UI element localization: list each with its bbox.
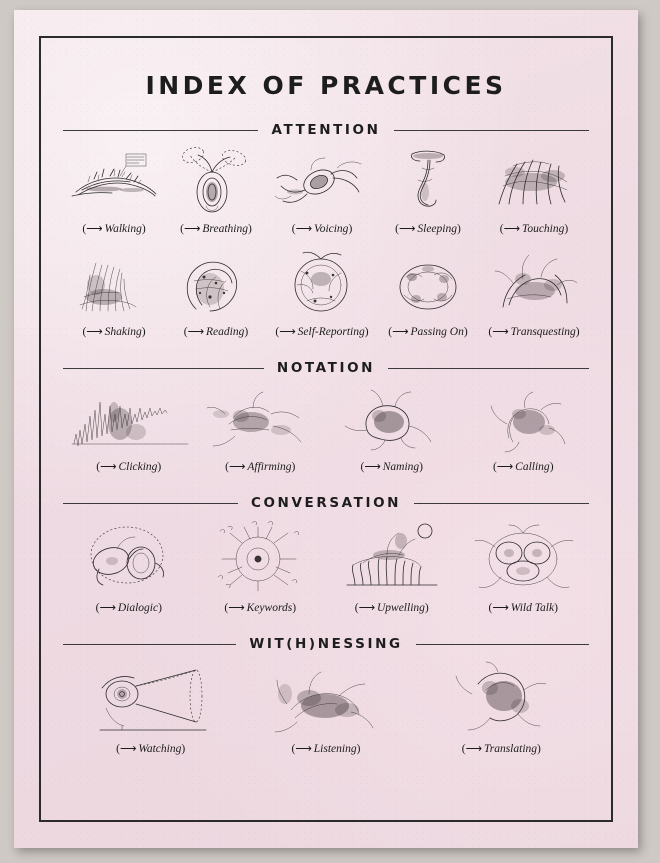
affirming-sketch <box>195 384 327 456</box>
practice-item-naming[interactable] <box>326 384 458 473</box>
upwelling-sketch <box>326 519 458 597</box>
practice-row <box>63 519 589 614</box>
rule-right <box>394 130 589 131</box>
practice-item-translating[interactable] <box>414 660 589 755</box>
section-header-notation <box>63 360 589 376</box>
practice-item-watching[interactable] <box>63 660 238 755</box>
practice-item-dialogic[interactable] <box>63 519 195 614</box>
practice-caption: (⟶ Wild Talk) <box>488 602 558 614</box>
practice-row <box>63 249 589 338</box>
page-title: INDEX OF PRACTICES <box>145 71 507 100</box>
practice-caption: (⟶ Translating) <box>461 743 541 755</box>
shaking-sketch <box>63 249 165 321</box>
walking-sketch <box>63 146 165 218</box>
practice-row <box>63 384 589 473</box>
section-header-attention <box>63 122 589 138</box>
practice-item-breathing[interactable] <box>165 146 267 235</box>
watching-sketch <box>63 660 238 738</box>
practice-item-self-reporting[interactable] <box>267 249 377 338</box>
section-title: WIT(H)NESSING <box>249 636 403 652</box>
practice-caption: (⟶ Naming) <box>360 461 423 473</box>
practice-caption: (⟶ Affirming) <box>225 461 296 473</box>
rule-right <box>416 644 589 645</box>
practice-item-wild-talk[interactable] <box>458 519 590 614</box>
section-header-witnessing <box>63 636 589 652</box>
practice-caption: (⟶ Transquesting) <box>488 326 580 338</box>
wild-talk-sketch <box>458 519 590 597</box>
practice-row <box>63 146 589 235</box>
practice-caption: (⟶ Touching) <box>499 223 569 235</box>
transquesting-sketch <box>479 249 589 321</box>
practice-row <box>63 660 589 755</box>
touching-sketch <box>479 146 589 218</box>
voicing-sketch <box>267 146 377 218</box>
practice-caption: (⟶ Clicking) <box>96 461 162 473</box>
practice-item-listening[interactable] <box>238 660 413 755</box>
practice-item-voicing[interactable] <box>267 146 377 235</box>
poster-border-frame <box>39 36 613 822</box>
section-title: CONVERSATION <box>250 495 402 511</box>
practice-caption: (⟶ Upwelling) <box>354 602 429 614</box>
practice-caption: (⟶ Sleeping) <box>395 223 461 235</box>
practice-caption: (⟶ Watching) <box>116 743 186 755</box>
practice-item-clicking[interactable] <box>63 384 195 473</box>
reading-sketch <box>165 249 267 321</box>
self-reporting-sketch <box>267 249 377 321</box>
practice-caption: (⟶ Self-Reporting) <box>275 326 369 338</box>
practice-caption: (⟶ Breathing) <box>180 223 252 235</box>
naming-sketch <box>326 384 458 456</box>
practice-item-shaking[interactable] <box>63 249 165 338</box>
practice-caption: (⟶ Keywords) <box>224 602 297 614</box>
section-title: ATTENTION <box>271 122 381 138</box>
practice-caption: (⟶ Walking) <box>82 223 146 235</box>
listening-sketch <box>238 660 413 738</box>
translating-sketch <box>414 660 589 738</box>
practice-item-reading[interactable] <box>165 249 267 338</box>
practice-item-upwelling[interactable] <box>326 519 458 614</box>
dialogic-sketch <box>63 519 195 597</box>
breathing-sketch <box>165 146 267 218</box>
rule-left <box>63 368 264 369</box>
rule-right <box>414 503 589 504</box>
practice-caption: (⟶ Dialogic) <box>95 602 162 614</box>
practice-caption: (⟶ Listening) <box>291 743 361 755</box>
sleeping-sketch <box>377 146 479 218</box>
rule-left <box>63 503 238 504</box>
practice-caption: (⟶ Calling) <box>492 461 554 473</box>
calling-sketch <box>458 384 590 456</box>
practice-item-keywords[interactable] <box>195 519 327 614</box>
practice-item-affirming[interactable] <box>195 384 327 473</box>
poster-content <box>41 38 611 820</box>
practice-item-sleeping[interactable] <box>377 146 479 235</box>
practice-caption: (⟶ Reading) <box>183 326 249 338</box>
practice-item-transquesting[interactable] <box>479 249 589 338</box>
section-title: NOTATION <box>276 360 376 376</box>
poster-page <box>14 10 638 848</box>
practice-item-passing-on[interactable] <box>377 249 479 338</box>
practice-item-calling[interactable] <box>458 384 590 473</box>
section-header-conversation <box>63 495 589 511</box>
rule-left <box>63 130 258 131</box>
keywords-sketch <box>195 519 327 597</box>
practice-item-touching[interactable] <box>479 146 589 235</box>
practice-item-walking[interactable] <box>63 146 165 235</box>
passing-on-sketch <box>377 249 479 321</box>
clicking-sketch <box>63 384 195 456</box>
practice-caption: (⟶ Voicing) <box>291 223 353 235</box>
practice-caption: (⟶ Shaking) <box>82 326 146 338</box>
rule-right <box>388 368 589 369</box>
practice-caption: (⟶ Passing On) <box>388 326 468 338</box>
rule-left <box>63 644 236 645</box>
